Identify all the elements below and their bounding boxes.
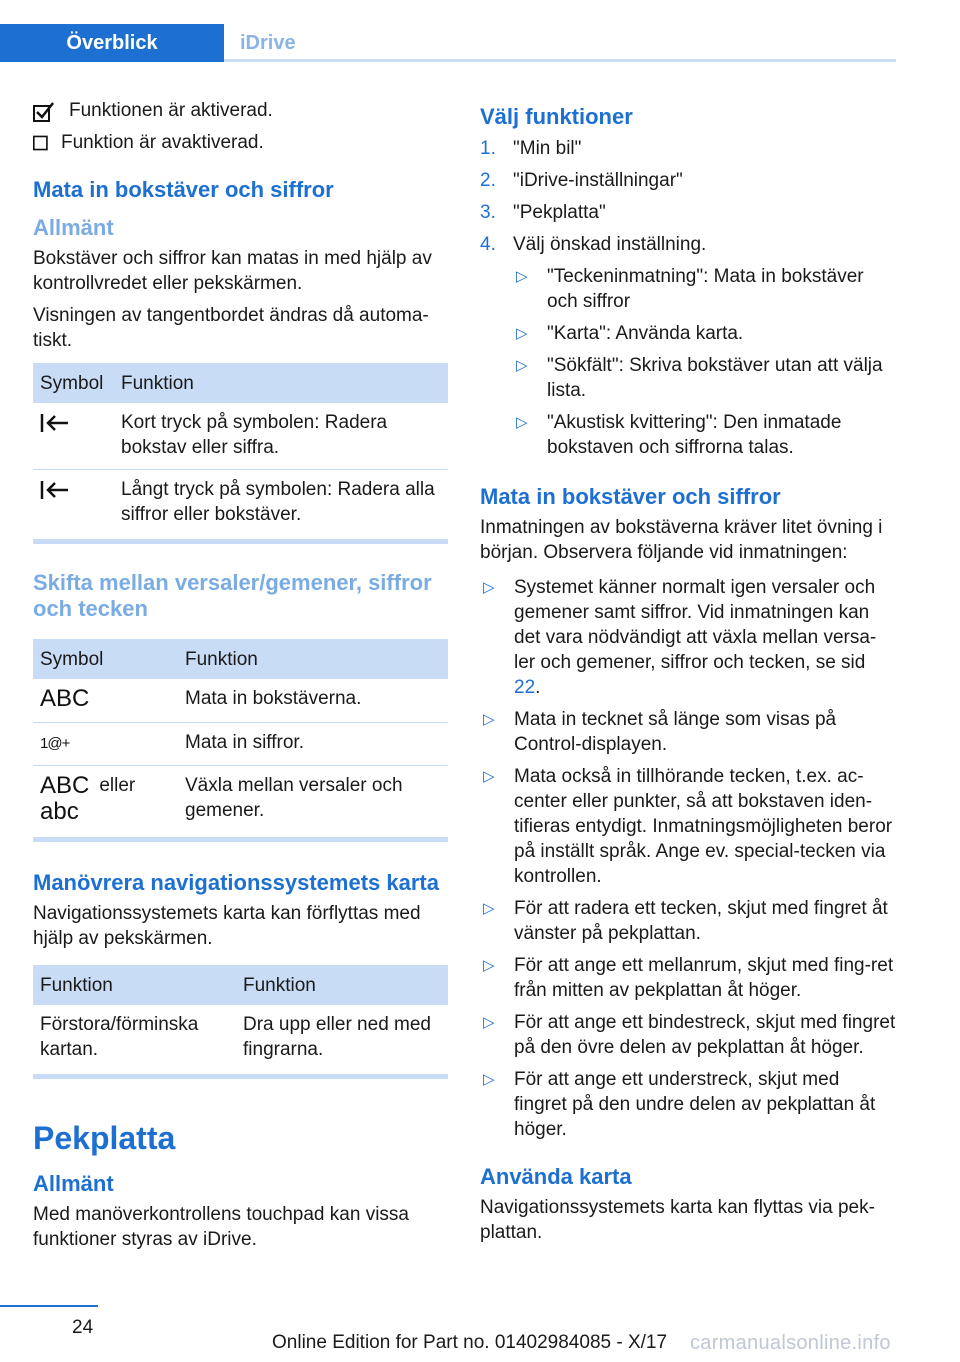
list-item: ▷ För att ange ett mellanrum, skjut med fing-ret från mitten av pekplattan åt höger. (480, 953, 896, 1003)
list-item: ▷ "Teckeninmatning": Mata in bokstäver och siffror (513, 264, 896, 314)
legend-deactivated (33, 130, 448, 155)
numbers-symbol-icon: 1@+ (40, 735, 70, 752)
page-link[interactable]: 22 (514, 677, 536, 698)
legend-deactivated-text: Funktion är avaktiverad. (61, 132, 264, 153)
backspace-icon (40, 479, 70, 501)
paragraph-keyboard-display: Visningen av tangentbordet ändras då automa-tiskt. (33, 305, 429, 351)
header-divider (224, 59, 896, 62)
tab-idrive[interactable]: iDrive (240, 32, 296, 54)
list-item: ▷ För att radera ett tecken, skjut med fingret åt vänster på pekplattan. (480, 896, 896, 946)
paragraph-navigation-map: Navigationssystemets karta kan förflyttas med hjälp av pekskärmen. (33, 903, 421, 949)
list-item: ▷ Mata in tecknet så länge som visas på Control-displayen. (480, 707, 896, 757)
watermark: carmanualsonline.info (690, 1332, 891, 1354)
tab-overview[interactable]: Överblick (0, 24, 224, 62)
table-cell-function: Förstora/förminska kartan. (33, 1005, 236, 1077)
steps-list (480, 136, 896, 257)
paragraph-input-methods: Bokstäver och siffror kan matas in med hjälp av kontrollvredet eller pekskärmen. (33, 248, 432, 294)
table-cell-function: Dra upp eller ned med fingrarna. (236, 1005, 448, 1077)
legend-activated (33, 98, 448, 123)
list-item: ▷ För att ange ett understreck, skjut med fingret på den undre delen av pekplattan åt höger. (480, 1067, 896, 1142)
table-row (33, 403, 448, 470)
list-item: 3. "Pekplatta" (480, 202, 606, 223)
table-header-function: Funktion (236, 965, 448, 1005)
table-row (33, 679, 448, 723)
table-row (33, 1005, 448, 1077)
symbol-or-text: eller (99, 775, 136, 796)
list-item: ▷ Systemet känner normalt igen versaler och gemener samt siffror. Vid inmatningen kan det vara nödvändigt att växla mellan versa-ler och gemener, siffror och tecken, se sid 22. (480, 575, 896, 700)
table-cell-function: Mata in siffror. (178, 723, 448, 766)
heading-enter-letters: Mata in bokstäver och siffror (33, 177, 334, 202)
list-item: 4. Välj önskad inställning. (480, 234, 707, 255)
heading-use-map: Använda karta (480, 1164, 632, 1189)
list-item: ▷ "Karta": Använda karta. (513, 321, 896, 346)
table-header-function: Funktion (114, 363, 448, 403)
table-cell-function: Kort tryck på symbolen: Radera bokstav eller siffra. (114, 403, 448, 470)
table-row (33, 723, 448, 766)
table-header-symbol: Symbol (33, 363, 114, 403)
footer-divider (0, 1305, 98, 1307)
heading-general: Allmänt (33, 1171, 114, 1196)
header-tabs (0, 24, 896, 62)
heading-touchpad: Pekplatta (33, 1120, 176, 1156)
table-row (33, 470, 448, 542)
heading-switch-case: Skifta mellan versaler/gemener, siffror och tecken (33, 570, 432, 621)
paragraph-touchpad: Med manöverkontrollens touchpad kan vissa funktioner styras av iDrive. (33, 1204, 409, 1250)
heading-general: Allmänt (33, 215, 114, 240)
triangle-bullet-icon: ▷ (516, 268, 528, 285)
table-header-symbol: Symbol (33, 639, 178, 679)
paragraph-enter-letters: Inmatningen av bokstäverna kräver litet övning i början. Observera följande vid inmatningen: (480, 517, 883, 563)
triangle-bullet-icon: ▷ (483, 579, 495, 596)
abc-lower-icon: abc (40, 798, 79, 825)
table-map-gestures (33, 965, 448, 1079)
heading-select-functions: Välj funktioner (480, 104, 633, 129)
triangle-bullet-icon: ▷ (483, 1071, 495, 1088)
backspace-icon (40, 412, 70, 434)
setting-options-list (513, 264, 896, 460)
heading-navigation-map: Manövrera navigationssystemets karta (33, 870, 439, 895)
table-cell-function: Växla mellan versaler och gemener. (178, 766, 448, 840)
left-column (33, 98, 448, 1252)
right-column (480, 104, 896, 1245)
edition-text: Online Edition for Part no. 01402984085 - X/17 (272, 1332, 668, 1353)
triangle-bullet-icon: ▷ (516, 357, 528, 374)
triangle-bullet-icon: ▷ (483, 768, 495, 785)
triangle-bullet-icon: ▷ (483, 711, 495, 728)
list-item: ▷ "Sökfält": Skriva bokstäver utan att välja lista. (513, 353, 896, 403)
table-header-function: Funktion (33, 965, 236, 1005)
legend-activated-text: Funktionen är aktiverad. (69, 100, 273, 121)
table-case-symbols (33, 639, 448, 842)
table-cell-function: Mata in bokstäverna. (178, 679, 448, 723)
triangle-bullet-icon: ▷ (483, 1014, 495, 1031)
list-item: ▷ För att ange ett bindestreck, skjut med fingret på den övre delen av pekplattan åt höger. (480, 1010, 896, 1060)
triangle-bullet-icon: ▷ (516, 414, 528, 431)
abc-upper-icon: ABC (40, 685, 90, 712)
triangle-bullet-icon: ▷ (516, 325, 528, 342)
table-delete-symbols (33, 363, 448, 544)
table-header-function: Funktion (178, 639, 448, 679)
triangle-bullet-icon: ▷ (483, 900, 495, 917)
input-tips-list (480, 575, 896, 1142)
list-item: 2. "iDrive-inställningar" (480, 170, 683, 191)
list-item: ▷ Mata också in tillhörande tecken, t.ex. ac-center eller punkter, så att bokstaven iden-tifieras entydigt. Inmatningsmöjligheten beror på inställt språk. Ange ev. special-tecken via kontrollen. (480, 764, 896, 889)
table-row (33, 766, 448, 840)
checkbox-checked-icon (33, 100, 55, 122)
triangle-bullet-icon: ▷ (483, 957, 495, 974)
list-item: 1. "Min bil" (480, 138, 582, 159)
checkbox-empty-icon (33, 132, 51, 154)
heading-enter-letters: Mata in bokstäver och siffror (480, 484, 781, 509)
list-item: ▷ "Akustisk kvittering": Den inmatade bokstaven och siffrorna talas. (513, 410, 896, 460)
table-cell-function: Långt tryck på symbolen: Radera alla siffror eller bokstäver. (114, 470, 448, 542)
abc-upper-icon: ABC (40, 772, 90, 799)
paragraph-use-map: Navigationssystemets karta kan flyttas via pek-plattan. (480, 1197, 875, 1243)
page-number: 24 (72, 1317, 94, 1338)
